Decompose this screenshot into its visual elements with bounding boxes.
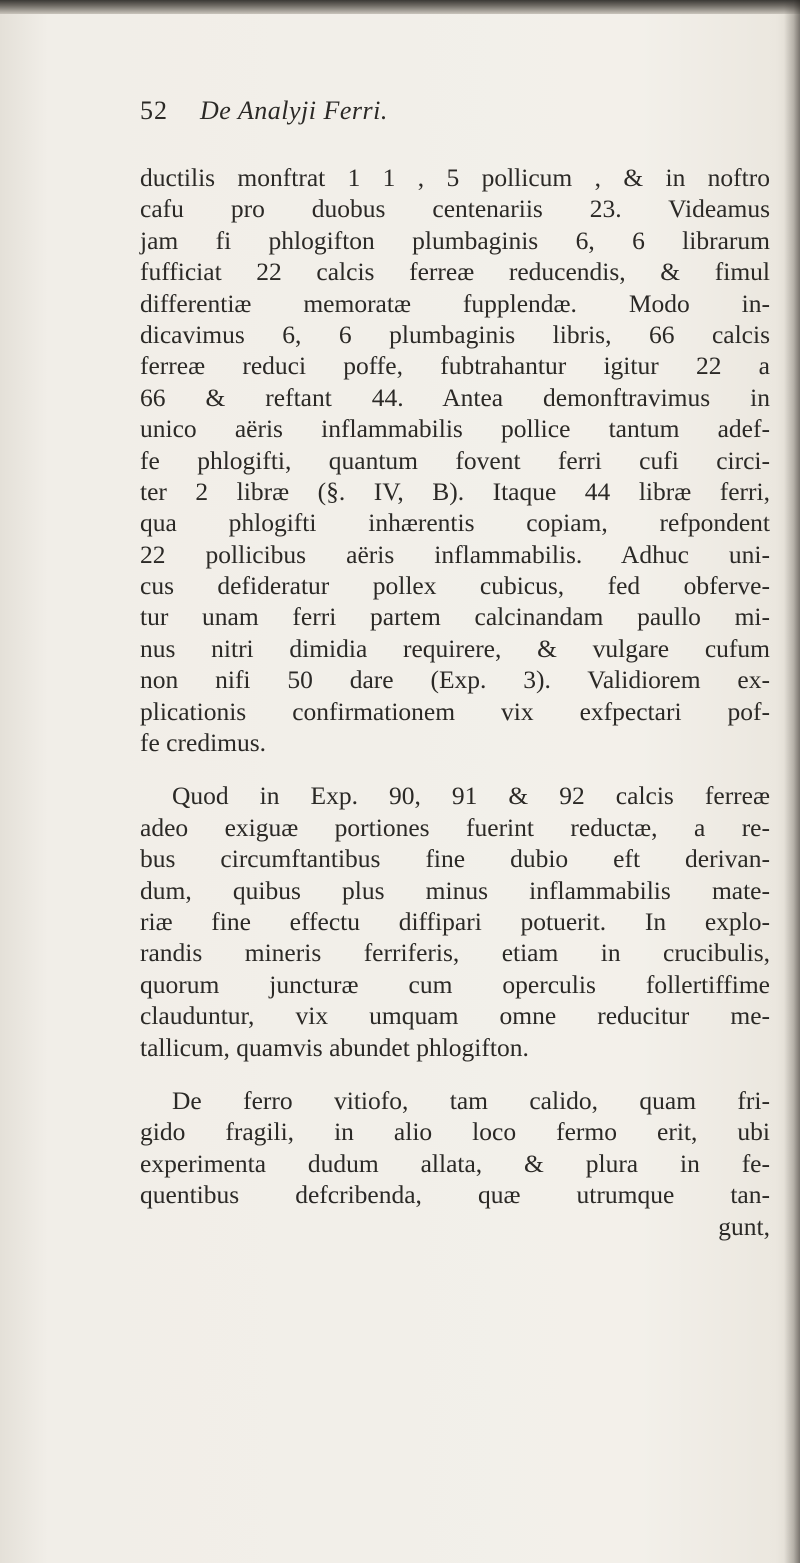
text-line: De ferro vitiofo, tam calido, quam fri-	[172, 1085, 770, 1115]
catchword: gunt,	[718, 1211, 770, 1241]
text-line: Quod in Exp. 90, 91 & 92 calcis ferreæ	[172, 781, 770, 811]
page-header	[140, 96, 740, 136]
text-line: dum, quibus plus minus inflammabilis mate-	[140, 875, 770, 905]
running-title: De Analyji Ferri.	[200, 96, 388, 125]
text-line: 66 & reftant 44. Antea demonftravimus in	[140, 382, 770, 412]
text-line: nus nitri dimidia requirere, & vulgare cufum	[140, 633, 770, 663]
text-line: fe phlogifti, quantum fovent ferri cufi circi-	[140, 445, 770, 475]
text-line: 22 pollicibus aëris inflammabilis. Adhuc uni-	[140, 539, 770, 569]
text-line: cafu pro duobus centenariis 23. Videamus	[140, 194, 770, 224]
text-line: fe credimus.	[140, 728, 267, 758]
text-line: tallicum, quamvis abundet phlogifton.	[140, 1032, 529, 1062]
text-line: cus defideratur pollex cubicus, fed obferve-	[140, 571, 770, 601]
page-right-shadow	[784, 0, 800, 1563]
paragraph-gap	[140, 1063, 770, 1085]
text-line: non nifi 50 dare (Exp. 3). Validiorem ex-	[140, 665, 770, 695]
text-line: plicationis confirmationem vix exfpectari pof-	[140, 696, 770, 726]
text-line: jam fi phlogifton plumbaginis 6, 6 librarum	[140, 225, 770, 255]
body-text	[140, 162, 770, 1242]
text-line: unico aëris inflammabilis pollice tantum adef-	[140, 414, 770, 444]
text-line: dicavimus 6, 6 plumbaginis libris, 66 calcis	[140, 319, 770, 349]
text-line: bus circumftantibus fine dubio eft derivan-	[140, 844, 770, 874]
text-line: quorum juncturæ cum operculis follertiffime	[140, 969, 770, 999]
page-number: 52	[140, 96, 168, 125]
text-line: experimenta dudum allata, & plura in fe-	[140, 1148, 770, 1178]
text-line: gido fragili, in alio loco fermo erit, ubi	[140, 1117, 770, 1147]
paragraph-gap	[140, 758, 770, 780]
text-line: randis mineris ferriferis, etiam in crucibulis,	[140, 938, 770, 968]
text-line: ter 2 libræ (§. IV, B). Itaque 44 libræ ferri,	[140, 476, 770, 506]
text-line: clauduntur, vix umquam omne reducitur me-	[140, 1001, 770, 1031]
text-line: qua phlogifti inhærentis copiam, refpondent	[140, 508, 770, 538]
text-line: differentiæ memoratæ fupplendæ. Modo in-	[140, 288, 770, 318]
text-line: ferreæ reduci poffe, fubtrahantur igitur 22 a	[140, 351, 770, 381]
text-line: riæ fine effectu diffipari potuerit. In explo-	[140, 906, 770, 936]
text-line: adeo exiguæ portiones fuerint reductæ, a re-	[140, 812, 770, 842]
text-line: ductilis monftrat 1 1 , 5 pollicum , & in noftro	[140, 163, 770, 192]
text-line: tur unam ferri partem calcinandam paullo mi-	[140, 602, 770, 632]
text-line: fufficiat 22 calcis ferreæ reducendis, & fimul	[140, 257, 770, 287]
page-top-shadow	[0, 0, 800, 14]
text-line: quentibus defcribenda, quæ utrumque tan-	[140, 1180, 770, 1210]
